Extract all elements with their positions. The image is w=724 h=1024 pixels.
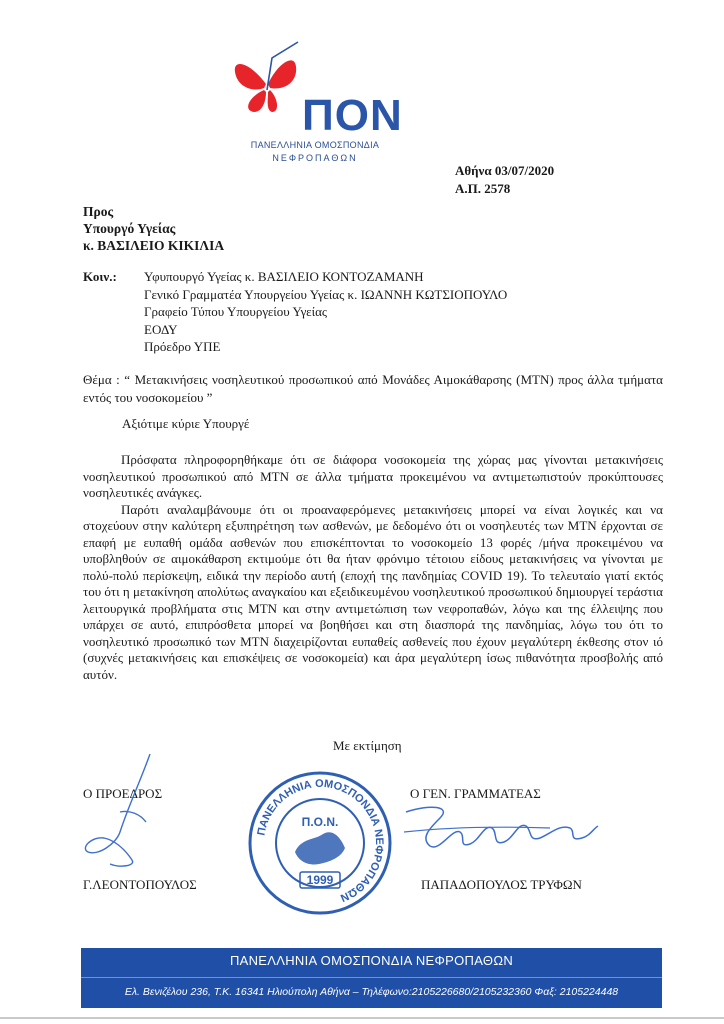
letterhead-footer (81, 948, 662, 1008)
subject-line: Θέμα : “ Μετακινήσεις νοσηλευτικού προσωπικού από Μονάδες Αιμοκάθαρσης (ΜΤΝ) προς άλλα τμήματα εντός του νοσοκομείου ” (83, 372, 663, 405)
logo-acronym: ΠΟΝ (302, 91, 403, 140)
recipient-block (83, 203, 224, 254)
to-label: Προς (83, 204, 114, 219)
cc-item: Γραφείο Τύπου Υπουργείου Υγείας (144, 304, 328, 319)
recipient-name: κ. ΒΑΣΙΛΕΙΟ ΚΙΚΙΛΙΑ (83, 238, 225, 253)
body-paragraph: Πρόσφατα πληροφορηθήκαμε ότι σε διάφορα νοσοκομεία της χώρας μας γίνονται μετακινήσεις νοσηλευτικού προσωπικού από ΜΤΝ σε άλλα τμήματα προκειμένου να αντιμετωπιστούν προκύπτουσες νοσηλευτικές ανάγκες. (83, 452, 663, 500)
body-paragraph: Παρότι αναλαμβάνουμε ότι οι προαναφερόμενες μετακινήσεις μπορεί να είναι λογικές και να στοχεύουν στην καλύτερη εξυπηρέτηση των ασθενών, με δεδομένο ότι οι νοσηλευτές των ΜΤΝ έρχονται σε επαφή με ευπαθή ομάδα ασθενών που επισκέπτονται το νοσοκομείο 13 φορές /μήνα προκειμένου να υποβληθούν σε αιμοκάθαρση εκτιμούμε ότι θα ήταν φρόνιμο τέτοιου είδους μετακινήσεις να γίνονται με πολύ-πολύ περίσκεψη, ειδικά την περίοδο αυτή (εποχή της πανδημίας COVID 19). Το τελευταίο γιατί εκτός του ότι η μετακίνηση απολύτως αναγκαίου και εξειδικευμένου νοσηλευτικού προσωπικού δημιουργεί τεράστια λειτουργικά προβλήματα στις ΜΤΝ και στην αντιμετώπιση των νεφροπαθών, λόγω και της έλλειψης που υπάρχει σε αυτό, επιπρόσθετα μπορεί να βοηθήσει και στη διασπορά της πανδημίας, λόγω του ότι το νοσηλευτικό προσωπικό των ΜΤΝ διαχειρίζονται ευπαθείς ασθενείς που έχουν μεγαλύτερη έκθεσης στον ιό (συχνές μετακινήσεις και επισκέψεις σε νοσοκομεία) και άρα μεγαλύτερη ίσως πιθανότητα προσβολής από αυτόν. (83, 501, 663, 682)
recipient-ministry: Υπουργό Υγείας (83, 221, 176, 236)
secretary-title: Ο ΓΕΝ. ΓΡΑΜΜΑΤΕΑΣ (410, 786, 541, 801)
president-signature-icon (80, 752, 175, 872)
protocol-number: Α.Π. 2578 (455, 181, 511, 196)
secretary-signature-icon (400, 798, 600, 863)
cc-item: ΕΟΔΥ (144, 321, 178, 337)
date-block (455, 162, 554, 198)
federation-seal-icon (245, 768, 395, 918)
cc-item: Γενικό Γραμματέα Υπουργείου Υγείας κ. ΙΩΑΝΝΗ ΚΩΤΣΙΟΠΟΥΛΟ (144, 286, 508, 302)
letter-body (83, 452, 663, 683)
logo-line-2: ΝΕΦΡΟΠΑΘΩΝ (272, 153, 358, 163)
secretary-name: ΠΑΠΑΔΟΠΟΥΛΟΣ ΤΡΥΦΩΝ (421, 877, 582, 892)
seal-ring-text: ΠΑΝΕΛΛΗΝΙΑ ΟΜΟΣΠΟΝΔΙΑ ΝΕΦΡΟΠΑΘΩΝ (255, 777, 386, 904)
seal-year: 1999 (306, 873, 334, 887)
federation-logo (228, 40, 403, 163)
letter-date: Αθήνα 03/07/2020 (455, 163, 555, 178)
footer-contact: Ελ. Βενιζέλου 236, Τ.Κ. 16341 Ηλιούπολη Αθήνα – Τηλέφωνο:2105226680/2105232360 Φαξ: 2105224448 (124, 986, 619, 998)
cc-list (144, 268, 664, 356)
closing: Με εκτίμηση (333, 738, 402, 753)
footer-divider (81, 977, 662, 978)
greeting: Αξιότιμε κύριε Υπουργέ (122, 416, 250, 431)
seal-center-text: Π.Ο.Ν. (301, 815, 339, 829)
cc-label: Κοιν.: (83, 269, 117, 284)
logo-line-1: ΠΑΝΕΛΛΗΝΙΑ ΟΜΟΣΠΟΝΔΙΑ (250, 140, 380, 150)
cc-item: Υφυπουργό Υγείας κ. ΒΑΣΙΛΕΙΟ ΚΟΝΤΟΖΑΜΑΝΗ (144, 269, 424, 284)
president-name: Γ.ΛΕΟΝΤΟΠΟΥΛΟΣ (83, 877, 197, 892)
cc-item: Πρόεδρο ΥΠΕ (144, 339, 221, 354)
president-title: Ο ΠΡΟΕΔΡΟΣ (83, 786, 163, 801)
page-edge (0, 1017, 724, 1019)
butterfly-logo-icon (228, 40, 312, 120)
footer-title: ΠΑΝΕΛΛΗΝΙΑ ΟΜΟΣΠΟΝΔΙΑ ΝΕΦΡΟΠΑΘΩΝ (229, 953, 514, 968)
